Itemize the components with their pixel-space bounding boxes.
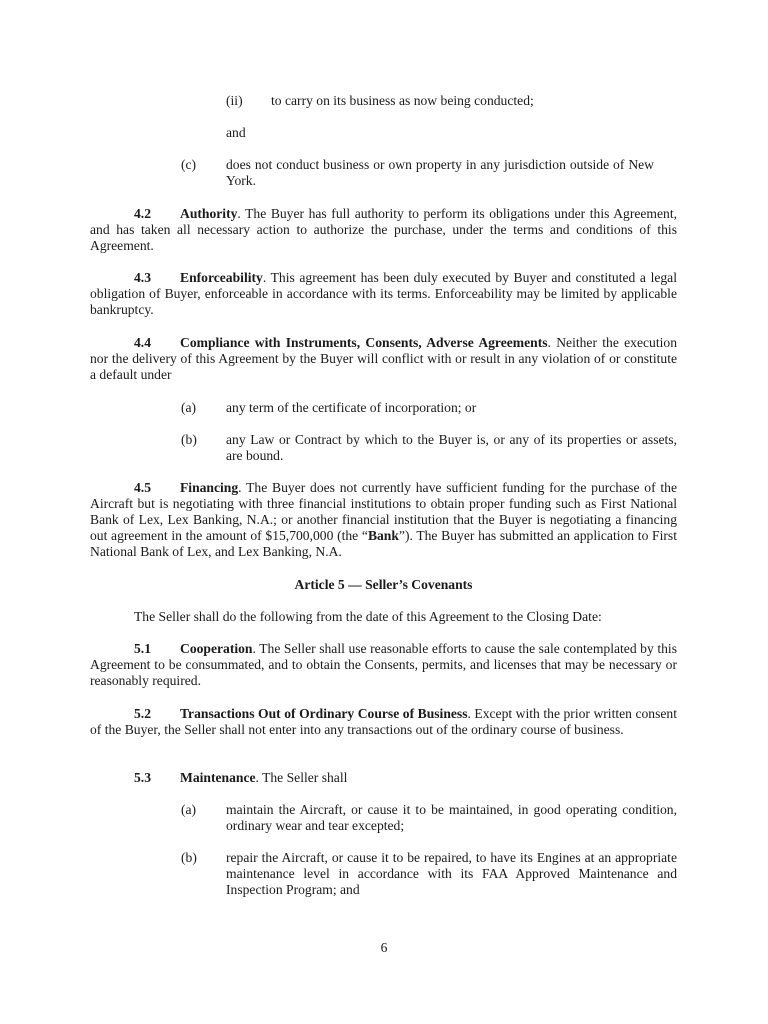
section-heading: Compliance with Instruments, Consents, Adverse Agreements: [180, 335, 548, 350]
article-intro: The Seller shall do the following from the date of this Agreement to the Closing Date:: [134, 609, 602, 624]
section-4-2: [90, 206, 677, 254]
list-item-text: does not conduct business or own property in any jurisdiction outside of New York.: [226, 157, 654, 188]
defined-term: Bank: [367, 528, 399, 543]
section-heading: Cooperation: [180, 641, 253, 656]
list-marker: (a): [181, 802, 197, 817]
section-number: 4.4: [134, 335, 151, 350]
list-item-text: repair the Aircraft, or cause it to be repaired, to have its Engines at an appropriate maintenance level in accordance with its FAA Approved Maintenance and Inspection Program; and: [226, 850, 677, 897]
article-title: Article 5 — Seller’s Covenants: [294, 577, 473, 592]
list-marker: (a): [181, 400, 197, 415]
list-marker: (b): [181, 850, 197, 865]
page-number: 6: [380, 940, 388, 955]
list-marker: (c): [181, 157, 197, 172]
section-body-cont: ”). The Buyer has submitted an application to First National Bank of Lex, and Lex Banking, N.A.: [90, 528, 677, 559]
section-body: . The Buyer has full authority to perform its obligations under this Agreement, and has taken all necessary action to authorize the purchase, under the terms and conditions of this Agreement.: [90, 206, 677, 253]
section-body: . The Buyer does not currently have sufficient funding for the purchase of the Aircraft but is negotiating with three financial institutions to obtain proper funding such as First National Bank of Lex, Lex Banking, N.A.; or another financial institution that the Buyer is negotiating a financing out agreement in the amount of $15,700,000 (the “: [90, 480, 677, 543]
section-number: 5.1: [134, 641, 151, 656]
list-item-text: to carry on its business as now being conducted;: [271, 93, 534, 108]
section-5-2: [90, 706, 677, 738]
section-number: 4.3: [134, 270, 151, 285]
list-marker: (b): [181, 432, 197, 447]
list-item-text: any term of the certificate of incorporation; or: [226, 400, 477, 415]
section-heading: Maintenance: [180, 770, 256, 785]
section-heading: Transactions Out of Ordinary Course of Business: [180, 706, 468, 721]
list-item-text: any Law or Contract by which to the Buyer is, or any of its properties or assets, are bound.: [226, 432, 677, 463]
section-body: . The Seller shall use reasonable efforts to cause the sale contemplated by this Agreement to be consummated, and to obtain the Consents, permits, and licenses that may be necessary or reasonably required.: [90, 641, 677, 688]
section-4-4: [90, 335, 677, 383]
section-5-1: [90, 641, 677, 689]
section-number: 5.2: [134, 706, 151, 721]
section-heading: Authority: [180, 206, 238, 221]
section-body: . Neither the execution nor the delivery of this Agreement by the Buyer will conflict with or result in any violation of or constitute a default under: [90, 335, 677, 382]
section-5-3: [90, 770, 677, 786]
conjunction-and: and: [226, 125, 246, 140]
section-body: . The Seller shall: [255, 770, 348, 785]
list-item-text: maintain the Aircraft, or cause it to be maintained, in good operating condition, ordinary wear and tear excepted;: [226, 802, 677, 833]
section-number: 4.5: [134, 480, 151, 495]
section-4-3: [90, 270, 677, 318]
section-body: . This agreement has been duly executed by Buyer and constituted a legal obligation of Buyer, enforceable in accordance with its terms. Enforceability may be limited by applicable bankruptcy.: [90, 270, 677, 317]
section-number: 5.3: [134, 770, 151, 785]
list-marker: (ii): [226, 93, 243, 108]
section-body: . Except with the prior written consent of the Buyer, the Seller shall not enter into any transactions out of the ordinary course of business.: [90, 706, 678, 737]
section-number: 4.2: [134, 206, 151, 221]
section-heading: Enforceability: [180, 270, 263, 285]
section-4-5: [90, 480, 677, 560]
section-heading: Financing: [180, 480, 239, 495]
